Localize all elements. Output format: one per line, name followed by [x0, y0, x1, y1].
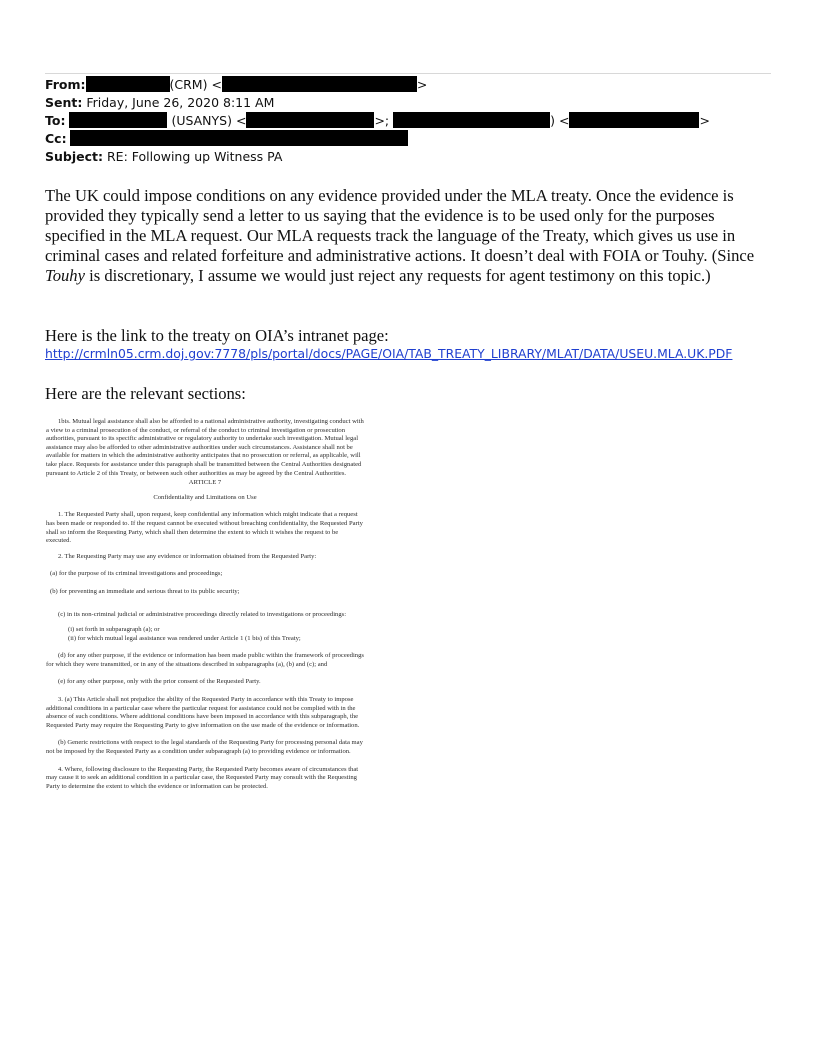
- excerpt-section-2d: (d) for any other purpose, if the evidence or information has been made public within the framework of proceedings for which they were transmitted, or in any of the situations described in subparagraphs (a), (b) and (c); and: [46, 652, 364, 668]
- from-label: From:: [45, 77, 86, 92]
- body-paragraph-3: Here are the relevant sections:: [45, 384, 246, 403]
- excerpt-para-1bis: 1bis. Mutual legal assistance shall also be afforded to a national administrative authority, investigating conduct with a view to a criminal prosecution of the conduct, or referral of the conduct to criminal investigation or prosecution authorities, pursuant to its specific administrative or regulatory authority to undertake such investigation. Mutual legal assistance may also be afforded to other administrative authorities under such circumstances. Assistance shall not be available for matters in which the administrative authority anticipates that no prosecution or referral, as applicable, will take place. Requests for assistance under this paragraph shall be transmitted between the Central Authorities designated pursuant to Article 2 of this Treaty, or between such other authorities as may be agreed by the Central Authorities.: [46, 418, 364, 477]
- excerpt-section-2c-ii: (ii) for which mutual legal assistance was rendered under Article 1 (1 bis) of this Treaty;: [68, 634, 301, 642]
- to-label: To:: [45, 113, 66, 128]
- to-org: (USANYS) <: [171, 113, 247, 128]
- subject-label: Subject:: [45, 149, 103, 164]
- body-text-part: The UK could impose conditions on any evidence provided under the MLA treaty. Once the evidence is provided they typically send a letter to us saying that the evidence is to be used only for the purposes specified in the MLA request. Our MLA requests track the language of the Treaty, which gives us use in criminal cases and related forfeiture and administrative actions. It doesn’t deal with FOIA or Touhy. (Since: [45, 186, 755, 265]
- treaty-link[interactable]: http://crmln05.crm.doj.gov:7778/pls/portal/docs/PAGE/OIA/TAB_TREATY_LIBRARY/MLAT/DATA/USEU.MLA.UK.PDF: [45, 346, 733, 361]
- excerpt-section-2: 2. The Requesting Party may use any evidence or information obtained from the Requested Party:: [58, 552, 317, 560]
- cc-line: [45, 130, 408, 148]
- sent-label: Sent:: [45, 95, 83, 110]
- excerpt-section-2a: (a) for the purpose of its criminal investigations and proceedings;: [50, 570, 223, 578]
- subject-line: [45, 148, 282, 166]
- excerpt-section-2b: (b) for preventing an immediate and serious threat to its public security;: [50, 587, 240, 595]
- excerpt-section-1: 1. The Requested Party shall, upon request, keep confidential any information which might indicate that a request has been made or responded to. If the request cannot be executed without breaching confidentiality, the Requested Party shall so inform the Requesting Party, which shall then determine the extent to which it wishes the request to be executed.: [46, 511, 363, 545]
- treaty-excerpt-image: [46, 418, 364, 948]
- from-line: [45, 76, 427, 94]
- excerpt-section-2c: (c) in its non-criminal judicial or administrative proceedings directly related to investigations or proceedings:: [58, 610, 347, 618]
- excerpt-article-title: Confidentiality and Limitations on Use: [153, 493, 257, 501]
- to-paren: ) <: [550, 113, 570, 128]
- from-end: >: [416, 77, 428, 92]
- excerpt-section-2c-i: (i) set forth in subparagraph (a); or: [68, 626, 160, 634]
- header-divider: [45, 73, 771, 74]
- excerpt-article-heading: ARTICLE 7: [188, 479, 222, 487]
- to-sep: >;: [374, 113, 390, 128]
- cc-label: Cc:: [45, 131, 67, 146]
- to-end: >: [699, 113, 710, 128]
- from-org: (CRM) <: [169, 77, 222, 92]
- to-line: [45, 112, 710, 130]
- touhy-italic: Touhy: [45, 266, 85, 285]
- excerpt-section-2e: (e) for any other purpose, only with the prior consent of the Requested Party.: [58, 678, 261, 686]
- excerpt-section-3b: (b) Generic restrictions with respect to the legal standards of the Requesting Party for processing personal data may not be imposed by the Requested Party as a condition under subparagraph (a) to providing evidence or information.: [46, 739, 363, 756]
- redaction-box: [393, 112, 550, 128]
- body-text-part: is discretionary, I assume we would just reject any requests for agent testimony on this topic.): [84, 266, 711, 285]
- sent-value: Friday, June 26, 2020 8:11 AM: [86, 95, 275, 110]
- sent-line: [45, 94, 274, 112]
- redaction-box: [70, 130, 408, 146]
- body-paragraph-2: Here is the link to the treaty on OIA’s intranet page:: [45, 326, 389, 345]
- subject-value: RE: Following up Witness PA: [106, 149, 283, 164]
- excerpt-section-3a: 3. (a) This Article shall not prejudice the ability of the Requested Party in accordance with this Treaty to impose additional conditions in a particular case where the particular request for assistance could not be complied with in the absence of such conditions. Where additional conditions have been imposed in accordance with this subparagraph, the Requested Party may require the Requesting Party to give information on the use made of the evidence or information.: [46, 696, 360, 729]
- body-paragraph-1: [45, 186, 775, 286]
- redaction-box: [69, 112, 167, 128]
- excerpt-section-4: 4. Where, following disclosure to the Requesting Party, the Requested Party becomes aware of circumstances that may cause it to seek an additional condition in a particular case, the Requested Party may consult with the Requesting Party to determine the extent to which the evidence or information can be protected.: [46, 765, 359, 790]
- redaction-box: [246, 112, 374, 128]
- redaction-box: [569, 112, 699, 128]
- redaction-box: [86, 76, 170, 92]
- redaction-box: [222, 76, 417, 92]
